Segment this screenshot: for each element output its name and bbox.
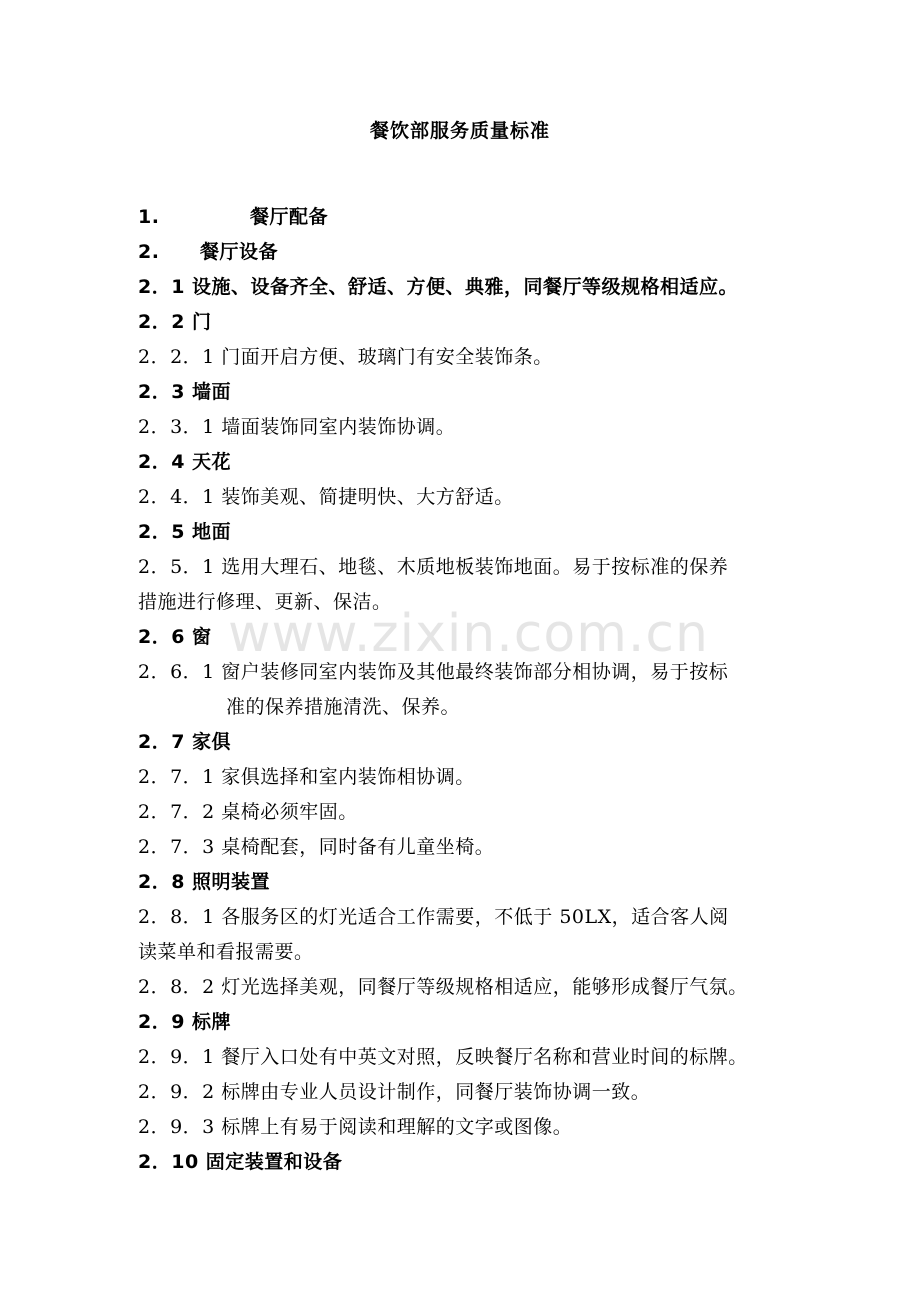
item-2-2-1: 2．2．1 门面开启方便、玻璃门有安全装饰条。 [138,346,553,368]
section-2-6: 2．6 窗 [138,626,212,648]
heading-1 [138,200,788,235]
section-2-9: 2．9 标牌 [138,1011,232,1033]
item-2-7-3: 2．7．3 桌椅配套，同时备有儿童坐椅。 [138,836,495,858]
item-2-3-1: 2．3．1 墙面装饰同室内装饰协调。 [138,416,456,438]
watermark: www.zixin.com.cn [228,604,709,664]
section-2-2: 2．2 门 [138,311,212,333]
heading-2 [138,235,788,270]
section-2-10: 2．10 固定装置和设备 [138,1151,343,1173]
item-2-7-1: 2．7．1 家俱选择和室内装饰相协调。 [138,766,475,788]
item-2-9-2: 2．9．2 标牌由专业人员设计制作，同餐厅装饰协调一致。 [138,1081,651,1103]
section-2-8: 2．8 照明装置 [138,871,271,893]
item-2-6-1-line-2: 准的保养措施清洗、保养。 [226,696,461,718]
section-2-3: 2．3 墙面 [138,381,232,403]
item-2-8-1-line-1: 2．8．1 各服务区的灯光适合工作需要，不低于 50LX，适合客人阅 [138,906,729,928]
item-2-9-3: 2．9．3 标牌上有易于阅读和理解的文字或图像。 [138,1116,573,1138]
heading-2-number: 2. [138,241,160,263]
item-2-7-2: 2．7．2 桌椅必须牢固。 [138,801,358,823]
item-2-8-2: 2．8．2 灯光选择美观，同餐厅等级规格相适应，能够形成餐厅气氛。 [138,976,748,998]
item-2-8-1-line-2: 读菜单和看报需要。 [138,941,314,963]
heading-2-text: 餐厅设备 [200,241,279,263]
section-2-5: 2．5 地面 [138,521,232,543]
section-2-7: 2．7 家俱 [138,731,232,753]
item-2-4-1: 2．4．1 装饰美观、简捷明快、大方舒适。 [138,486,514,508]
document-title: 餐饮部服务质量标准 [369,120,550,142]
document-body [138,200,788,1180]
heading-1-text: 餐厅配备 [250,206,329,228]
heading-1-number: 1. [138,206,160,228]
item-2-6-1-line-1: 2．6．1 窗户装修同室内装饰及其他最终装饰部分相协调，易于按标 [138,661,729,683]
section-2-4: 2．4 天花 [138,451,232,473]
item-2-5-1-line-2: 措施进行修理、更新、保洁。 [138,591,392,613]
item-2-5-1-line-1: 2．5．1 选用大理石、地毯、木质地板装饰地面。易于按标准的保养 [138,556,729,578]
item-2-9-1: 2．9．1 餐厅入口处有中英文对照，反映餐厅名称和营业时间的标牌。 [138,1046,748,1068]
section-2-1: 2．1 设施、设备齐全、舒适、方便、典雅，同餐厅等级规格相适应。 [138,276,739,298]
